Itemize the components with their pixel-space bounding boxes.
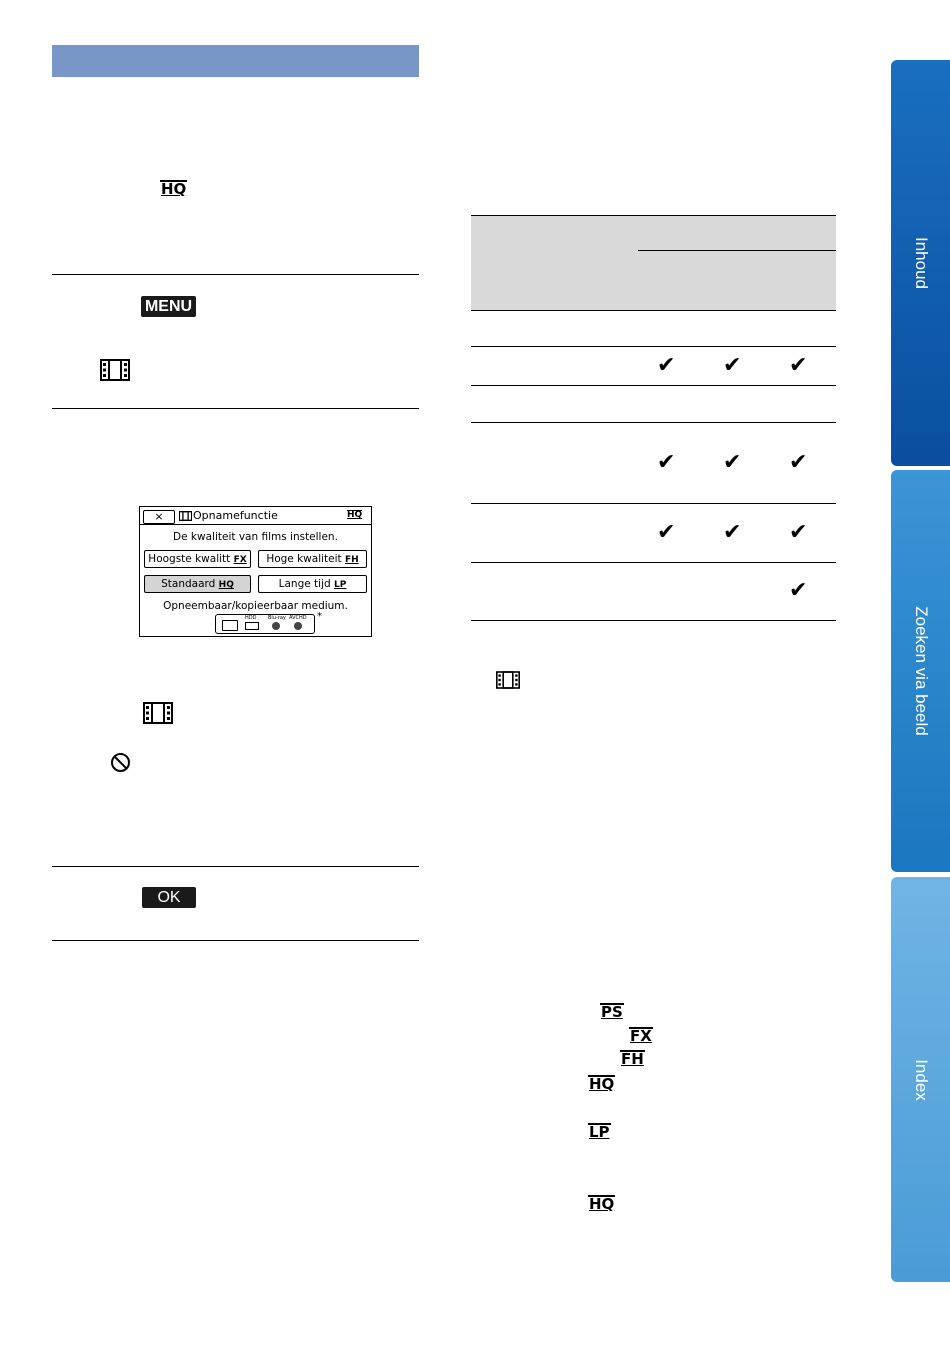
table-row-rule: [471, 503, 836, 504]
table-top-rule: [471, 215, 836, 216]
bluray-icon: Blu-ray: [268, 615, 286, 621]
hdd-drive-icon: [245, 622, 259, 630]
hq-icon: HQ: [161, 180, 187, 198]
check-mark: ✔: [723, 519, 742, 545]
memory-card-icon: [222, 620, 238, 631]
lp-icon: LP: [589, 1123, 610, 1141]
check-mark: ✔: [789, 352, 808, 378]
option-standard[interactable]: [144, 575, 251, 593]
media-icons-box: [215, 614, 315, 634]
ok-button-icon: OK: [142, 887, 196, 908]
tab-zoeken-via-beeld[interactable]: [891, 470, 950, 872]
lcd-screen-mockup: [139, 506, 372, 637]
ps-icon: PS: [601, 1003, 623, 1021]
fh-icon: FH: [345, 555, 359, 565]
option-label: Lange tijd: [278, 578, 331, 590]
menu-button-icon: MENU: [141, 296, 196, 317]
table-row-rule: [471, 422, 836, 423]
option-high-quality[interactable]: [258, 550, 367, 568]
step-divider: [52, 940, 419, 941]
movie-icon: [179, 511, 192, 521]
table-row-rule: [471, 620, 836, 621]
table-row-rule: [471, 310, 836, 311]
fx-icon: FX: [233, 555, 247, 565]
check-mark: ✔: [723, 352, 742, 378]
disc-icon: [294, 622, 302, 630]
check-mark: ✔: [789, 578, 808, 603]
tab-label: Zoeken via beeld: [911, 606, 931, 736]
check-mark: ✔: [789, 519, 808, 545]
avchd-icon: AVCHD: [289, 615, 307, 621]
section-header-bar: [52, 45, 419, 77]
asterisk-mark: *: [317, 611, 322, 622]
hdd-icon: HDD: [245, 615, 257, 621]
hq-icon: HQ: [589, 1195, 615, 1213]
tab-label: Index: [911, 1058, 931, 1101]
step-divider: [52, 408, 419, 409]
option-label: Standaard: [161, 578, 216, 590]
table-header: [471, 215, 836, 310]
option-highest-quality[interactable]: [144, 550, 251, 568]
fx-icon: FX: [630, 1027, 652, 1045]
hq-icon: HQ: [218, 580, 234, 590]
check-mark: ✔: [657, 519, 676, 545]
option-long-time[interactable]: [258, 575, 367, 593]
check-mark: ✔: [789, 449, 808, 475]
screen-description: De kwaliteit van films instellen.: [173, 531, 338, 543]
movie-icon: [143, 702, 173, 724]
disc-icon: [272, 622, 280, 630]
check-mark: ✔: [723, 449, 742, 475]
table-header-subrule: [638, 250, 836, 251]
table-row-rule: [471, 385, 836, 386]
option-label: Hoogste kwalitt: [148, 553, 231, 565]
screen-title: Opnamefunctie: [193, 509, 278, 522]
tab-inhoud[interactable]: [891, 60, 950, 466]
screen-divider: [140, 524, 371, 525]
movie-icon: [100, 359, 130, 381]
check-mark: ✔: [657, 449, 676, 475]
step-divider: [52, 866, 419, 867]
prohibited-icon: [110, 752, 131, 773]
check-mark: ✔: [657, 352, 676, 378]
hq-icon: HQ: [347, 510, 363, 520]
movie-icon: [496, 671, 520, 689]
option-label: Hoge kwaliteit: [266, 553, 342, 565]
tab-index[interactable]: [891, 877, 950, 1282]
table-row-rule: [471, 562, 836, 563]
hq-icon: HQ: [589, 1075, 615, 1093]
tab-label: Inhoud: [911, 237, 931, 289]
close-button[interactable]: ×: [143, 510, 175, 524]
media-label: Opneembaar/kopieerbaar medium.: [163, 600, 348, 612]
table-row-rule: [471, 346, 836, 347]
step-divider: [52, 274, 419, 275]
lp-icon: LP: [334, 580, 347, 590]
fh-icon: FH: [621, 1050, 644, 1068]
